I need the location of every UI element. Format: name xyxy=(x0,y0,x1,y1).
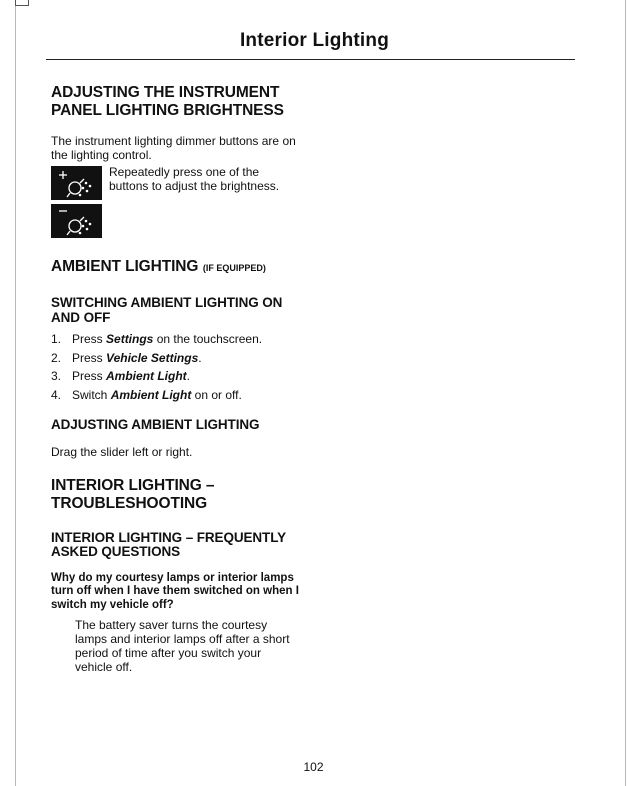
dimmer-icons-row xyxy=(51,166,303,238)
header-divider xyxy=(46,59,575,60)
ambient-heading: AMBIENT LIGHTING xyxy=(51,258,199,275)
list-item xyxy=(51,330,303,349)
step-number: 1. xyxy=(51,332,62,346)
step-text: Press xyxy=(72,350,107,365)
dimmer-plus-icon xyxy=(51,166,102,200)
dimmer-instructions: Repeatedly press one of the buttons to adjust the brightness. xyxy=(109,165,280,193)
step-number: 4. xyxy=(51,387,62,402)
step-text: . xyxy=(198,350,202,365)
faq-answer: The battery saver turns the courtesy lamps and interior lamps off after a short period of time after you switch your vehicle off. xyxy=(75,618,290,674)
list-item xyxy=(51,367,303,386)
instrument-heading: ADJUSTING THE INSTRUMENT PANEL LIGHTING BRIGHTNESS xyxy=(51,84,284,119)
ambient-steps-list xyxy=(51,330,303,404)
step-text: on or off. xyxy=(191,387,242,402)
content-column xyxy=(51,84,303,674)
switch-ambient-heading: SWITCHING AMBIENT LIGHTING ON AND OFF xyxy=(51,295,283,325)
step-number: 3. xyxy=(51,369,62,383)
page-border-right xyxy=(625,0,626,786)
dimmer-minus-icon xyxy=(51,204,102,238)
troubleshooting-heading: INTERIOR LIGHTING – TROUBLESHOOTING xyxy=(51,476,215,512)
faq-heading: INTERIOR LIGHTING – FREQUENTLY ASKED QUESTIONS xyxy=(51,529,286,559)
step-emphasis: Ambient Light xyxy=(106,369,187,383)
step-text: Press xyxy=(72,332,107,346)
step-emphasis: Ambient Light xyxy=(110,387,192,402)
page-title: Interior Lighting xyxy=(239,30,389,51)
adjust-ambient-text: Drag the slider left or right. xyxy=(51,444,193,459)
ambient-heading-row xyxy=(51,258,303,276)
ambient-equipped-note: (IF EQUIPPED) xyxy=(202,263,266,273)
faq-question: Why do my courtesy lamps or interior lamps turn off when I have them switched on when I switch my vehicle off? xyxy=(51,571,299,611)
step-emphasis: Settings xyxy=(106,332,154,346)
step-text: on the touchscreen. xyxy=(153,332,263,346)
step-text: Switch xyxy=(72,387,111,402)
step-number: 2. xyxy=(51,350,62,365)
step-emphasis: Vehicle Settings xyxy=(106,350,199,365)
instrument-intro: The instrument lighting dimmer buttons are on the lighting control. xyxy=(51,134,296,162)
adjust-ambient-heading: ADJUSTING AMBIENT LIGHTING xyxy=(51,417,260,432)
step-text: . xyxy=(186,369,191,383)
list-item xyxy=(51,386,303,405)
crop-mark xyxy=(15,0,29,6)
page-border-left xyxy=(15,0,16,786)
step-text: Press xyxy=(72,369,107,383)
list-item xyxy=(51,349,303,368)
page-number: 102 xyxy=(303,760,324,774)
